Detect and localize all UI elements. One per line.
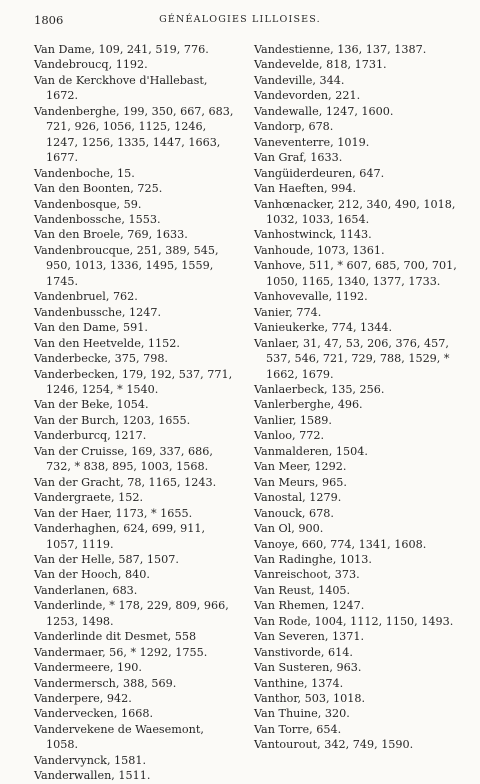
index-entry: Vandenbussche, 1247. [34,305,161,319]
index-entry: Van der Cruisse, 169, 337, 686, 732, * 838, 895, 1003, 1568. [34,444,213,474]
index-entry: Vandergraete, 152. [34,491,143,505]
index-entry: Vanostal, 1279. [254,491,342,505]
index-entry: Vandervekene de Waesemont, 1058. [34,722,204,752]
index-entry: Vanmalderen, 1504. [254,444,368,458]
index-entry: Van Ol, 900. [254,522,324,536]
index-entry: Vanouck, 678. [254,506,334,520]
index-entry: Van Thuine, 320. [254,707,350,721]
index-entry: Vandorp, 678. [254,120,334,134]
index-entry: Vandervynck, 1581. [34,753,147,767]
index-entry: Vandenbosque, 59. [34,197,142,211]
index-entry: Vanreischoot, 373. [254,568,360,582]
index-entry: Van Haeften, 994. [254,182,357,196]
index-entry: Vanhostwinck, 1143. [254,228,372,242]
index-entry: Van Graf, 1633. [254,151,343,165]
index-column-right [254,42,459,753]
index-entry: Vandevorden, 221. [254,89,361,103]
index-entry: Van de Kerckhove d'Hallebast, 1672. [34,73,208,103]
index-entry: Vandermaer, 56, * 1292, 1755. [34,645,208,659]
index-entry: Vanderburcq, 1217. [34,429,147,443]
index-entry: Van der Beke, 1054. [34,398,149,412]
index-entry: Vanlaer, 31, 47, 53, 206, 376, 457, 537, 546, 721, 729, 788, 1529, * 1662, 1679. [254,336,450,381]
index-entry: Van der Burch, 1203, 1655. [34,413,191,427]
index-entry: Vanderbecken, 179, 192, 537, 771, 1246, 1254, * 1540. [34,367,233,396]
index-column-left [34,42,239,784]
index-entry: Van Torre, 654. [254,722,342,736]
index-entry: Vandestienne, 136, 137, 1387. [254,43,427,56]
index-entry: Vangüiderdeuren, 647. [254,166,385,180]
index-entry: Vandermersch, 388, 569. [34,676,177,690]
index-entry: Vandeville, 344. [254,73,345,87]
index-entry: Van Severen, 1371. [254,630,365,644]
index-entry: Vanloo, 772. [254,429,324,443]
index-entry: Vanderwallen, 1511. [34,769,151,783]
index-entry: Vanier, 774. [254,305,322,319]
index-entry: Vantourout, 342, 749, 1590. [254,738,414,752]
index-entry: Van den Heetvelde, 1152. [34,336,180,350]
page-number: 1806 [34,13,64,27]
index-entry: Vanlier, 1589. [254,413,332,427]
index-entry: Vandermeere, 190. [34,661,142,675]
index-entry: Vanhœnacker, 212, 340, 490, 1018, 1032, 1033, 1654. [254,197,456,226]
index-entry: Vandenbossche, 1553. [34,212,161,226]
index-entry: Vandevelde, 818, 1731. [254,58,387,72]
index-entry: Van der Helle, 587, 1507. [34,552,179,566]
index-entry: Vanderlinde, * 178, 229, 809, 966, 1253, 1498. [34,599,229,628]
index-entry: Van den Broele, 769, 1633. [34,228,188,242]
index-entry: Vanthor, 503, 1018. [254,692,366,706]
index-entry: Vandenboche, 15. [34,166,135,180]
index-entry: Vandewalle, 1247, 1600. [254,104,394,118]
index-entry: Van Reust, 1405. [254,583,351,597]
index-entry: Vanderpere, 942. [34,692,132,706]
index-entry: Vanhovevalle, 1192. [254,290,368,304]
index-entry: Van Susteren, 963. [254,661,362,675]
index-entry: Vandebroucq, 1192. [34,58,148,72]
index-entry: Vanderhaghen, 624, 699, 911, 1057, 1119. [34,522,206,551]
index-entry: Vanstivorde, 614. [254,645,353,659]
index-entry: Van der Hooch, 840. [34,568,150,582]
index-entry: Vanhoude, 1073, 1361. [254,243,385,257]
index-entry: Vanderbecke, 375, 798. [34,352,168,366]
index-entry: Van Rhemen, 1247. [254,599,365,613]
index-entry: Vanhove, 511, * 607, 685, 700, 701, 1050, 1165, 1340, 1377, 1733. [254,259,457,288]
index-entry: Van Meer, 1292. [254,460,347,474]
index-entry: Van Radinghe, 1013. [254,552,372,566]
index-entry: Vaneventerre, 1019. [254,135,370,149]
index-entry: Van Meurs, 965. [254,475,347,489]
running-title: GÉNÉALOGIES LILLOISES. [159,14,321,25]
index-entry: Vanieukerke, 774, 1344. [254,321,393,335]
index-entry: Van den Boonten, 725. [34,182,163,196]
index-entry: Vandervecken, 1668. [34,707,154,721]
index-entry: Vandenberghe, 199, 350, 667, 683, 721, 926, 1056, 1125, 1246, 1247, 1256, 1335, 1447, 1663, 1677. [34,104,234,165]
index-entry: Vanlaerbeck, 135, 256. [254,382,385,396]
index-entry: Vandenbruel, 762. [34,290,138,304]
index-entry: Vanoye, 660, 774, 1341, 1608. [254,537,427,551]
index-entry: Van der Haer, 1173, * 1655. [34,506,193,520]
index-entry: Van Rode, 1004, 1112, 1150, 1493. [254,614,454,628]
index-entry: Van Dame, 109, 241, 519, 776. [34,43,209,56]
index-entry: Vanthine, 1374. [254,676,344,690]
index-entry: Vanderlinde dit Desmet, 558 [34,630,197,644]
index-entry: Van der Gracht, 78, 1165, 1243. [34,475,217,489]
index-entry: Vandenbroucque, 251, 389, 545, 950, 1013, 1336, 1495, 1559, 1745. [34,243,219,288]
index-entry: Van den Dame, 591. [34,321,148,335]
index-entry: Vanlerberghe, 496. [254,398,363,412]
index-entry: Vanderlanen, 683. [34,583,138,597]
page-header [34,13,446,29]
